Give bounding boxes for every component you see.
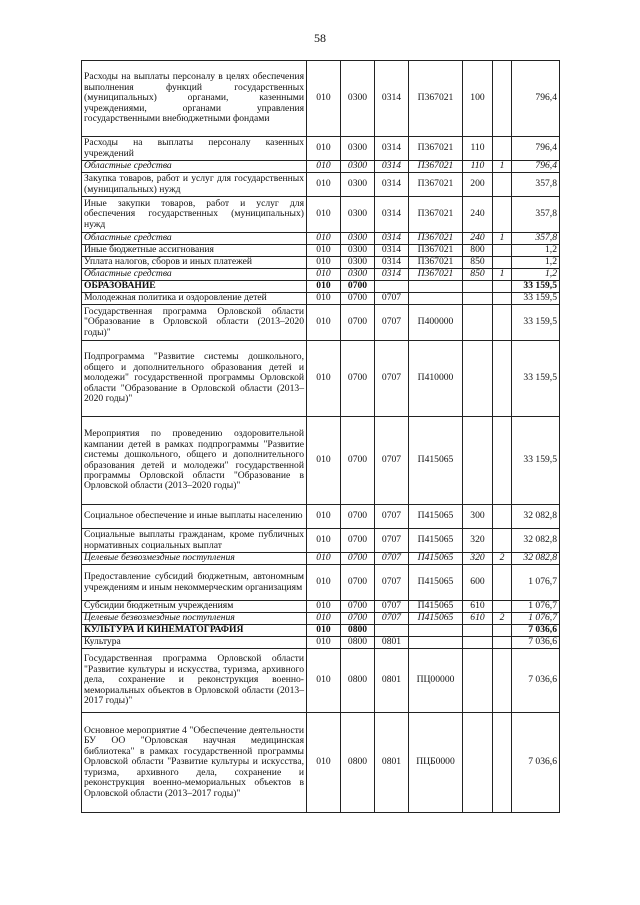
table-row xyxy=(82,245,560,257)
expense-type-code xyxy=(463,637,493,649)
table-row xyxy=(82,341,560,417)
section-code: 0700 xyxy=(341,341,375,417)
table-row xyxy=(82,137,560,161)
section-code: 0700 xyxy=(341,601,375,613)
table-row xyxy=(82,269,560,281)
amount: 33 159,5 xyxy=(512,417,560,505)
table-row xyxy=(82,565,560,601)
table-row xyxy=(82,197,560,233)
amount: 1 076,7 xyxy=(512,601,560,613)
table-row xyxy=(82,649,560,713)
subsection-code: 0314 xyxy=(375,269,409,281)
item-name: Молодежная политика и оздоровление детей xyxy=(82,293,307,305)
grbs-code: 010 xyxy=(307,613,341,625)
grbs-code: 010 xyxy=(307,305,341,341)
subsection-code: 0314 xyxy=(375,257,409,269)
amount: 357,8 xyxy=(512,197,560,233)
subsection-code: 0314 xyxy=(375,197,409,233)
target-article-code: П367021 xyxy=(409,233,463,245)
grbs-code: 010 xyxy=(307,625,341,637)
target-article-code: П367021 xyxy=(409,257,463,269)
item-name: КУЛЬТУРА И КИНЕМАТОГРАФИЯ xyxy=(82,625,307,637)
target-article-code: П415065 xyxy=(409,553,463,565)
section-code: 0700 xyxy=(341,305,375,341)
expense-type-code: 610 xyxy=(463,613,493,625)
funding-source-code: 2 xyxy=(493,613,512,625)
subsection-code: 0707 xyxy=(375,613,409,625)
subsection-code: 0314 xyxy=(375,137,409,161)
funding-source-code xyxy=(493,625,512,637)
item-name: Подпрограмма "Развитие системы дошкольного, общего и дополнительного образования детей и молодежи" государственной программы Орловской области "Образование в Орловской области (2013–2020 годы)" xyxy=(82,341,307,417)
target-article-code: П415065 xyxy=(409,601,463,613)
target-article-code: П415065 xyxy=(409,417,463,505)
subsection-code: 0707 xyxy=(375,293,409,305)
funding-source-code: 1 xyxy=(493,269,512,281)
subsection-code: 0801 xyxy=(375,713,409,813)
subsection-code: 0707 xyxy=(375,553,409,565)
table-row xyxy=(82,553,560,565)
page-number: 58 xyxy=(314,31,326,45)
table-row xyxy=(82,61,560,137)
table-row xyxy=(82,505,560,529)
target-article-code: П367021 xyxy=(409,173,463,197)
grbs-code: 010 xyxy=(307,233,341,245)
funding-source-code: 2 xyxy=(493,553,512,565)
subsection-code: 0314 xyxy=(375,161,409,173)
table-row xyxy=(82,625,560,637)
amount: 33 159,5 xyxy=(512,341,560,417)
budget-table xyxy=(81,60,560,813)
amount: 7 036,6 xyxy=(512,713,560,813)
grbs-code: 010 xyxy=(307,257,341,269)
grbs-code: 010 xyxy=(307,601,341,613)
subsection-code: 0314 xyxy=(375,61,409,137)
funding-source-code xyxy=(493,245,512,257)
expense-type-code xyxy=(463,713,493,813)
expense-type-code xyxy=(463,341,493,417)
expense-type-code: 300 xyxy=(463,505,493,529)
grbs-code: 010 xyxy=(307,649,341,713)
amount: 33 159,5 xyxy=(512,293,560,305)
funding-source-code xyxy=(493,713,512,813)
target-article-code: П367021 xyxy=(409,61,463,137)
grbs-code: 010 xyxy=(307,281,341,293)
item-name: Целевые безвозмездные поступления xyxy=(82,553,307,565)
target-article-code: П400000 xyxy=(409,305,463,341)
subsection-code xyxy=(375,625,409,637)
subsection-code xyxy=(375,281,409,293)
section-code: 0800 xyxy=(341,637,375,649)
table-row xyxy=(82,305,560,341)
item-name: ОБРАЗОВАНИЕ xyxy=(82,281,307,293)
amount: 796,4 xyxy=(512,137,560,161)
target-article-code: П367021 xyxy=(409,197,463,233)
section-code: 0300 xyxy=(341,269,375,281)
target-article-code: П367021 xyxy=(409,137,463,161)
grbs-code: 010 xyxy=(307,505,341,529)
funding-source-code: 1 xyxy=(493,233,512,245)
target-article-code: П415065 xyxy=(409,613,463,625)
item-name: Социальное обеспечение и иные выплаты населению xyxy=(82,505,307,529)
section-code: 0700 xyxy=(341,553,375,565)
amount: 357,8 xyxy=(512,173,560,197)
item-name: Целевые безвозмездные поступления xyxy=(82,613,307,625)
amount: 33 159,5 xyxy=(512,305,560,341)
subsection-code: 0707 xyxy=(375,505,409,529)
subsection-code: 0314 xyxy=(375,173,409,197)
subsection-code: 0707 xyxy=(375,341,409,417)
expense-type-code xyxy=(463,649,493,713)
subsection-code: 0707 xyxy=(375,417,409,505)
expense-type-code: 240 xyxy=(463,233,493,245)
target-article-code xyxy=(409,281,463,293)
grbs-code: 010 xyxy=(307,713,341,813)
funding-source-code xyxy=(493,649,512,713)
section-code: 0300 xyxy=(341,233,375,245)
amount: 1,2 xyxy=(512,269,560,281)
section-code: 0700 xyxy=(341,293,375,305)
funding-source-code xyxy=(493,197,512,233)
amount: 1 076,7 xyxy=(512,565,560,601)
funding-source-code xyxy=(493,137,512,161)
funding-source-code xyxy=(493,565,512,601)
grbs-code: 010 xyxy=(307,61,341,137)
section-code: 0800 xyxy=(341,625,375,637)
expense-type-code xyxy=(463,293,493,305)
funding-source-code xyxy=(493,637,512,649)
target-article-code: ПЦБ0000 xyxy=(409,713,463,813)
section-code: 0700 xyxy=(341,565,375,601)
item-name: Культура xyxy=(82,637,307,649)
table-row xyxy=(82,281,560,293)
target-article-code xyxy=(409,293,463,305)
amount: 33 159,5 xyxy=(512,281,560,293)
grbs-code: 010 xyxy=(307,637,341,649)
funding-source-code xyxy=(493,417,512,505)
section-code: 0300 xyxy=(341,61,375,137)
item-name: Основное мероприятие 4 "Обеспечение деятельности БУ ОО "Орловская научная медицинская библиотека" в рамках государственной программы Орловской области "Развитие культуры и искусства, туризма, архивного дела, сохранение и реконструкция военно-мемориальных объектов в Орловской области (2013–2017 годы)" xyxy=(82,713,307,813)
funding-source-code xyxy=(493,601,512,613)
amount: 1,2 xyxy=(512,257,560,269)
subsection-code: 0707 xyxy=(375,601,409,613)
amount: 1 076,7 xyxy=(512,613,560,625)
funding-source-code xyxy=(493,281,512,293)
subsection-code: 0707 xyxy=(375,305,409,341)
table-row xyxy=(82,637,560,649)
funding-source-code xyxy=(493,257,512,269)
target-article-code: П415065 xyxy=(409,529,463,553)
amount: 7 036,6 xyxy=(512,649,560,713)
subsection-code: 0801 xyxy=(375,637,409,649)
table-row xyxy=(82,601,560,613)
expense-type-code: 100 xyxy=(463,61,493,137)
expense-type-code xyxy=(463,625,493,637)
table-row xyxy=(82,417,560,505)
subsection-code: 0314 xyxy=(375,245,409,257)
item-name: Социальные выплаты гражданам, кроме публичных нормативных социальных выплат xyxy=(82,529,307,553)
expense-type-code xyxy=(463,281,493,293)
target-article-code: П415065 xyxy=(409,505,463,529)
expense-type-code: 600 xyxy=(463,565,493,601)
item-name: Расходы на выплаты персоналу казенных учреждений xyxy=(82,137,307,161)
grbs-code: 010 xyxy=(307,197,341,233)
item-name: Предоставление субсидий бюджетным, автономным учреждениям и иным некоммерческим организациям xyxy=(82,565,307,601)
subsection-code: 0707 xyxy=(375,565,409,601)
grbs-code: 010 xyxy=(307,341,341,417)
section-code: 0300 xyxy=(341,173,375,197)
target-article-code xyxy=(409,637,463,649)
table-row xyxy=(82,713,560,813)
expense-type-code: 240 xyxy=(463,197,493,233)
funding-source-code xyxy=(493,341,512,417)
target-article-code: П367021 xyxy=(409,269,463,281)
grbs-code: 010 xyxy=(307,137,341,161)
expense-type-code: 800 xyxy=(463,245,493,257)
funding-source-code xyxy=(493,173,512,197)
grbs-code: 010 xyxy=(307,173,341,197)
expense-type-code: 850 xyxy=(463,257,493,269)
amount: 32 082,8 xyxy=(512,553,560,565)
grbs-code: 010 xyxy=(307,269,341,281)
table-row xyxy=(82,613,560,625)
target-article-code: П367021 xyxy=(409,161,463,173)
section-code: 0700 xyxy=(341,529,375,553)
amount: 357,8 xyxy=(512,233,560,245)
section-code: 0800 xyxy=(341,649,375,713)
expense-type-code: 610 xyxy=(463,601,493,613)
item-name: Закупка товаров, работ и услуг для государственных (муниципальных) нужд xyxy=(82,173,307,197)
grbs-code: 010 xyxy=(307,245,341,257)
section-code: 0300 xyxy=(341,245,375,257)
amount: 7 036,6 xyxy=(512,637,560,649)
expense-type-code: 320 xyxy=(463,529,493,553)
item-name: Субсидии бюджетным учреждениям xyxy=(82,601,307,613)
item-name: Областные средства xyxy=(82,233,307,245)
amount: 32 082,8 xyxy=(512,505,560,529)
amount: 1,2 xyxy=(512,245,560,257)
expense-type-code: 110 xyxy=(463,161,493,173)
subsection-code: 0801 xyxy=(375,649,409,713)
item-name: Государственная программа Орловской области "Образование в Орловской области (2013–2020 годы)" xyxy=(82,305,307,341)
expense-type-code xyxy=(463,417,493,505)
grbs-code: 010 xyxy=(307,565,341,601)
funding-source-code xyxy=(493,529,512,553)
grbs-code: 010 xyxy=(307,553,341,565)
section-code: 0300 xyxy=(341,257,375,269)
target-article-code: П415065 xyxy=(409,565,463,601)
table-row xyxy=(82,173,560,197)
item-name: Областные средства xyxy=(82,269,307,281)
amount: 7 036,6 xyxy=(512,625,560,637)
subsection-code: 0314 xyxy=(375,233,409,245)
funding-source-code: 1 xyxy=(493,161,512,173)
item-name: Областные средства xyxy=(82,161,307,173)
funding-source-code xyxy=(493,61,512,137)
amount: 32 082,8 xyxy=(512,529,560,553)
item-name: Иные закупки товаров, работ и услуг для обеспечения государственных (муниципальных) нужд xyxy=(82,197,307,233)
target-article-code: П367021 xyxy=(409,245,463,257)
item-name: Государственная программа Орловской области "Развитие культуры и искусства, туризма, архивного дела, сохранение и реконструкция военно-мемориальных объектов в Орловской области (2013–2017 годы)" xyxy=(82,649,307,713)
section-code: 0700 xyxy=(341,613,375,625)
funding-source-code xyxy=(493,505,512,529)
amount: 796,4 xyxy=(512,61,560,137)
item-name: Иные бюджетные ассигнования xyxy=(82,245,307,257)
section-code: 0300 xyxy=(341,197,375,233)
table-row xyxy=(82,529,560,553)
grbs-code: 010 xyxy=(307,293,341,305)
table-row xyxy=(82,161,560,173)
table-row xyxy=(82,233,560,245)
item-name: Уплата налогов, сборов и иных платежей xyxy=(82,257,307,269)
section-code: 0700 xyxy=(341,417,375,505)
funding-source-code xyxy=(493,305,512,341)
section-code: 0700 xyxy=(341,505,375,529)
expense-type-code: 850 xyxy=(463,269,493,281)
section-code: 0300 xyxy=(341,161,375,173)
section-code: 0800 xyxy=(341,713,375,813)
expense-type-code xyxy=(463,305,493,341)
subsection-code: 0707 xyxy=(375,529,409,553)
target-article-code: П410000 xyxy=(409,341,463,417)
target-article-code: ПЦ00000 xyxy=(409,649,463,713)
target-article-code xyxy=(409,625,463,637)
table-row xyxy=(82,257,560,269)
expense-type-code: 200 xyxy=(463,173,493,197)
grbs-code: 010 xyxy=(307,161,341,173)
grbs-code: 010 xyxy=(307,417,341,505)
expense-type-code: 110 xyxy=(463,137,493,161)
item-name: Расходы на выплаты персоналу в целях обеспечения выполнения функций государственных (муниципальных) органами, казенными учреждениями, органами управления государственными внебюджетными фондами xyxy=(82,61,307,137)
section-code: 0700 xyxy=(341,281,375,293)
expense-type-code: 320 xyxy=(463,553,493,565)
grbs-code: 010 xyxy=(307,529,341,553)
amount: 796,4 xyxy=(512,161,560,173)
item-name: Мероприятия по проведению оздоровительной кампании детей в рамках подпрограммы "Развитие системы дошкольного, общего и дополнительного образования детей и молодежи" государственной программы Орловской области "Образование в Орловской области (2013–2020 годы)" xyxy=(82,417,307,505)
section-code: 0300 xyxy=(341,137,375,161)
table-row xyxy=(82,293,560,305)
funding-source-code xyxy=(493,293,512,305)
